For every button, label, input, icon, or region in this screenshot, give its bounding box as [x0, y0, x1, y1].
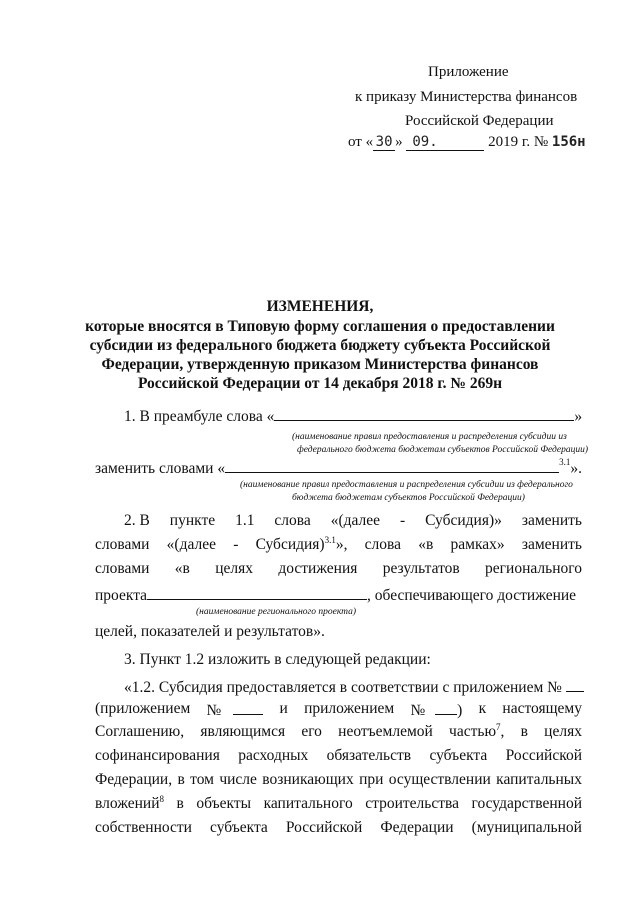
word: обязательств — [326, 747, 412, 764]
word: том — [190, 771, 214, 788]
word: слова — [274, 512, 311, 529]
word: № — [206, 702, 222, 719]
word: целях — [215, 560, 253, 577]
footnote-ref-7: 7 — [496, 722, 501, 732]
word: № — [410, 702, 426, 719]
item3-line3 — [95, 700, 582, 720]
word: Соглашению, — [95, 723, 185, 740]
word: рамках» — [450, 536, 505, 553]
word: капитального — [263, 795, 353, 812]
date-year: 2019 г. № — [488, 134, 549, 150]
footnote-ref-8: 8 — [159, 794, 164, 804]
word: к — [478, 700, 487, 717]
word: и — [279, 700, 288, 717]
word: Субсидия) — [255, 536, 325, 553]
word: результатов — [382, 560, 460, 577]
word: объекты — [196, 795, 252, 812]
word: словами — [95, 536, 150, 553]
word: числе — [219, 771, 257, 788]
word: в — [177, 771, 185, 788]
word: «в — [174, 560, 190, 577]
word: заменить — [521, 512, 582, 529]
word: Российской — [505, 747, 582, 764]
item3-line7 — [95, 795, 582, 813]
word: ) — [457, 702, 463, 719]
blank-new-rules-name — [225, 458, 559, 473]
blank-number — [233, 700, 263, 715]
footnote-ref-3-1: 3.1 — [324, 535, 336, 545]
item3-line2 — [124, 677, 584, 697]
footnote-ref-3-1: 3.1 — [559, 457, 571, 467]
word: строительства — [365, 795, 459, 812]
word-with-footnote — [95, 795, 164, 813]
item2-line2 — [95, 536, 582, 554]
item1-replace-close: ». — [570, 460, 582, 477]
item2-note: (наименование регионального проекта) — [196, 607, 357, 617]
document-title: ИЗМЕНЕНИЯ, — [266, 298, 374, 315]
word: , обеспечивающего достижение — [367, 587, 577, 604]
item2-line3 — [95, 560, 582, 578]
item3-line4 — [95, 723, 582, 741]
word: », — [335, 536, 348, 553]
word: расходных — [238, 747, 309, 764]
word: его — [301, 723, 322, 740]
word-with-blank — [410, 700, 462, 720]
word: «(далее — [330, 512, 381, 529]
word: осуществлении — [388, 771, 491, 788]
title-subline-3: Федерации, утвержденную приказом Министерства финансов — [101, 356, 539, 373]
title-subline-1: которые вносятся в Типовую форму соглашения о предоставлении — [85, 318, 555, 335]
word: Субсидия)» — [425, 512, 502, 529]
date-month: 09. — [406, 134, 484, 151]
word: - — [399, 512, 406, 529]
word: слова — [364, 536, 402, 553]
blank-appendix-number — [566, 677, 584, 692]
word: государственной — [471, 795, 582, 812]
word: софинансирования — [95, 747, 220, 764]
item1-replace-line — [95, 458, 582, 478]
blank-number — [435, 700, 457, 715]
word: проекта — [95, 587, 148, 604]
word: Федерации, — [95, 771, 173, 788]
item2-line1 — [124, 512, 582, 530]
federation-line: Российской Федерации — [405, 113, 554, 129]
order-reference-line: к приказу Министерства финансов — [355, 89, 578, 105]
word: регионального — [485, 560, 582, 577]
word: заменить — [521, 536, 582, 553]
title-subline-2: субсидии из федерального бюджета бюджету субъекта Российской — [89, 337, 551, 354]
word: 1.1 — [235, 512, 255, 529]
item1-line — [124, 406, 582, 426]
word-with-footnote — [256, 536, 348, 554]
attachment-label: Приложение — [428, 64, 509, 80]
item1-note-line1: (наименование правил предоставления и распределения субсидии из — [292, 432, 567, 442]
word: 2. В — [124, 512, 150, 529]
word: , — [500, 723, 505, 740]
item3-line6 — [95, 771, 582, 789]
item1-close: » — [574, 408, 583, 425]
word-with-footnote — [449, 723, 504, 741]
word: субъекта — [429, 747, 488, 764]
word: Российской — [285, 819, 363, 836]
word: целях — [544, 723, 582, 740]
date-mid: » — [395, 134, 403, 150]
word: (приложением — [95, 700, 191, 717]
word: возникающих — [262, 771, 354, 788]
item1-note2-line2: бюджета бюджетам субъектов Российской Федерации) — [292, 493, 525, 503]
item1-note-line2: федерального бюджета бюджетам субъектов Российской Федерации) — [297, 445, 589, 455]
blank-rules-name — [274, 406, 574, 421]
word: «(далее — [166, 536, 216, 553]
word: частью — [449, 723, 497, 740]
word: (муниципальной — [471, 819, 582, 836]
item1-text: 1. В преамбуле слова « — [124, 408, 275, 425]
word: - — [233, 536, 239, 553]
item2-line4 — [95, 585, 576, 605]
word: неотъемлемой — [338, 723, 433, 740]
item1-replace-text: заменить словами « — [95, 460, 226, 477]
word: достижения — [278, 560, 358, 577]
date-prefix: от « — [348, 134, 374, 150]
word: «1.2. Субсидия предоставляется в соответствии с приложением № — [124, 679, 562, 696]
order-date-line — [348, 134, 586, 151]
word: приложением — [304, 700, 395, 717]
word: являющимся — [200, 723, 286, 740]
item3-line5 — [95, 747, 582, 765]
word-with-blank — [207, 700, 264, 720]
word: настоящему — [502, 700, 582, 717]
item2-line5: целей, показателей и результатов». — [95, 623, 325, 640]
word: «в — [418, 536, 434, 553]
item1-note2-line1: (наименование правил предоставления и распределения субсидии из федерального — [240, 480, 573, 490]
word: пункте — [169, 512, 216, 529]
word: собственности — [95, 819, 192, 836]
date-day: 30 — [373, 134, 395, 151]
word: капитальных — [496, 771, 582, 788]
word: Федерации — [380, 819, 454, 836]
word: при — [359, 771, 384, 788]
word: словами — [95, 560, 150, 577]
order-number: 156н — [551, 134, 586, 150]
word: в — [520, 723, 528, 740]
item3-line8 — [95, 819, 582, 837]
title-subline-4: Российской Федерации от 14 декабря 2018 г. № 269н — [137, 375, 503, 392]
word: в — [176, 795, 184, 812]
word: вложений — [95, 795, 160, 812]
word: субъекта — [210, 819, 268, 836]
item3-line1: 3. Пункт 1.2 изложить в следующей редакции: — [124, 651, 431, 668]
blank-regional-project — [147, 585, 367, 600]
